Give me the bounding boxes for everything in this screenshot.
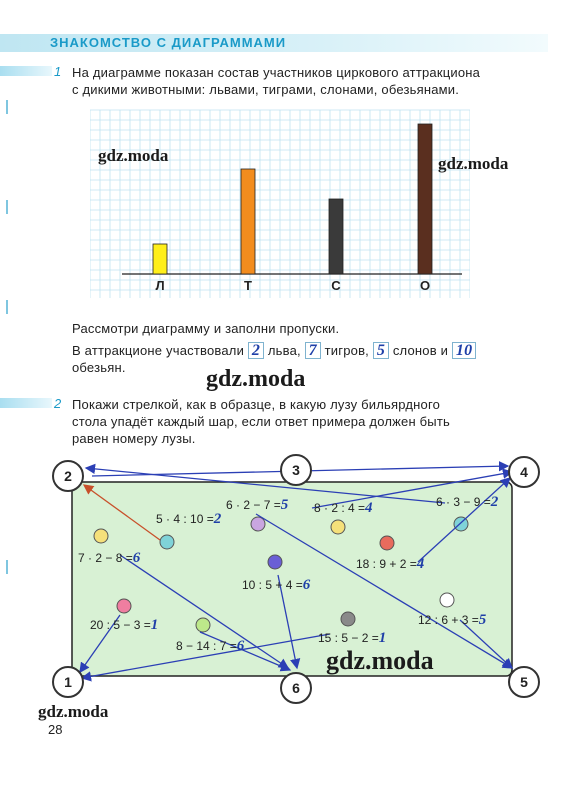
example-answer[interactable]: 6 (302, 577, 311, 593)
example-answer[interactable]: 1 (378, 630, 387, 646)
expression: 8 · 2 : 4 = (314, 501, 366, 515)
example-answer[interactable]: 2 (213, 511, 222, 527)
expression: 8 − 14 : 7 = (176, 639, 237, 653)
task2-line: Покажи стрелкой, как в образце, в какую лузу бильярдного (72, 397, 441, 412)
pocket-5: 5 (508, 666, 540, 698)
example-answer[interactable]: 6 (236, 638, 245, 654)
expression: 6 · 2 − 7 = (226, 498, 281, 512)
answer-lions[interactable]: 2 (248, 342, 264, 359)
category-label: Л (155, 278, 165, 293)
task1-line: с дикими животными: львами, тиграми, слонами, обезьянами. (72, 82, 460, 97)
category-label: Т (244, 278, 252, 293)
answer-tigers[interactable]: 7 (305, 342, 321, 359)
ball-blue (268, 555, 282, 569)
example (436, 494, 498, 511)
fill-text: В аттракционе участвовали (72, 343, 245, 358)
ball-gray (341, 612, 355, 626)
expression: 6 · 3 − 9 = (436, 495, 491, 509)
expression: 5 · 4 : 10 = (156, 512, 214, 526)
watermark: gdz.moda (206, 366, 306, 392)
example (226, 497, 288, 514)
watermark: gdz.moda (438, 154, 509, 173)
example (356, 556, 424, 573)
expression: 7 · 2 − 8 = (78, 551, 133, 565)
ball-green (196, 618, 210, 632)
task2-line: стола упадёт каждый шар, если ответ примера должен быть (72, 414, 450, 429)
example-answer[interactable]: 4 (365, 500, 373, 516)
example-answer[interactable]: 2 (490, 494, 499, 510)
watermark: gdz.moda (98, 146, 169, 165)
example (418, 612, 486, 629)
ball-pink (117, 599, 131, 613)
expression: 12 : 6 + 3 = (418, 613, 479, 627)
task1-line: На диаграмме показан состав участников циркового аттракциона (72, 65, 481, 80)
example-answer[interactable]: 5 (280, 497, 289, 513)
example (176, 638, 244, 655)
example-answer[interactable]: 5 (478, 612, 487, 628)
example-answer[interactable]: 1 (150, 617, 159, 633)
fill-text: обезьян. (72, 360, 126, 375)
example (318, 630, 386, 647)
ball-cyan (160, 535, 174, 549)
ball-white (440, 593, 454, 607)
page-number: 28 (48, 722, 63, 737)
example-answer[interactable]: 4 (416, 556, 425, 572)
expression: 20 : 5 − 3 = (90, 618, 151, 632)
watermark: gdz.moda (326, 646, 434, 675)
fill-text: льва, (267, 343, 301, 358)
ball-yellow (331, 520, 345, 534)
task-number: 2 (54, 396, 62, 411)
expression: 18 : 9 + 2 = (356, 557, 417, 571)
expression: 15 : 5 − 2 = (318, 631, 379, 645)
pocket-1: 1 (52, 666, 84, 698)
category-label: С (331, 278, 341, 293)
task-number: 1 (54, 64, 62, 79)
watermark: gdz.moda (38, 702, 109, 721)
fill-text: тигров, (324, 343, 369, 358)
ball-yellow (94, 529, 108, 543)
example (314, 500, 373, 517)
example (242, 577, 310, 594)
ball-purple (251, 517, 265, 531)
pocket-4: 4 (508, 456, 540, 488)
example (90, 617, 158, 634)
expression: 10 : 5 + 4 = (242, 578, 303, 592)
task1-instruction: Рассмотри диаграмму и заполни пропуски. (72, 321, 340, 336)
example-answer[interactable]: 6 (132, 550, 141, 566)
pocket-3: 3 (280, 454, 312, 486)
task2-line: равен номеру лузы. (72, 431, 196, 446)
example (78, 550, 140, 567)
example (156, 511, 221, 528)
pocket-6: 6 (280, 672, 312, 704)
category-label: О (419, 278, 431, 293)
page-title: ЗНАКОМСТВО С ДИАГРАММАМИ (50, 35, 287, 50)
ball-red (380, 536, 394, 550)
fill-text: слонов и (392, 343, 449, 358)
answer-elephants[interactable]: 5 (373, 342, 389, 359)
answer-monkeys[interactable]: 10 (452, 342, 476, 359)
pocket-2: 2 (52, 460, 84, 492)
